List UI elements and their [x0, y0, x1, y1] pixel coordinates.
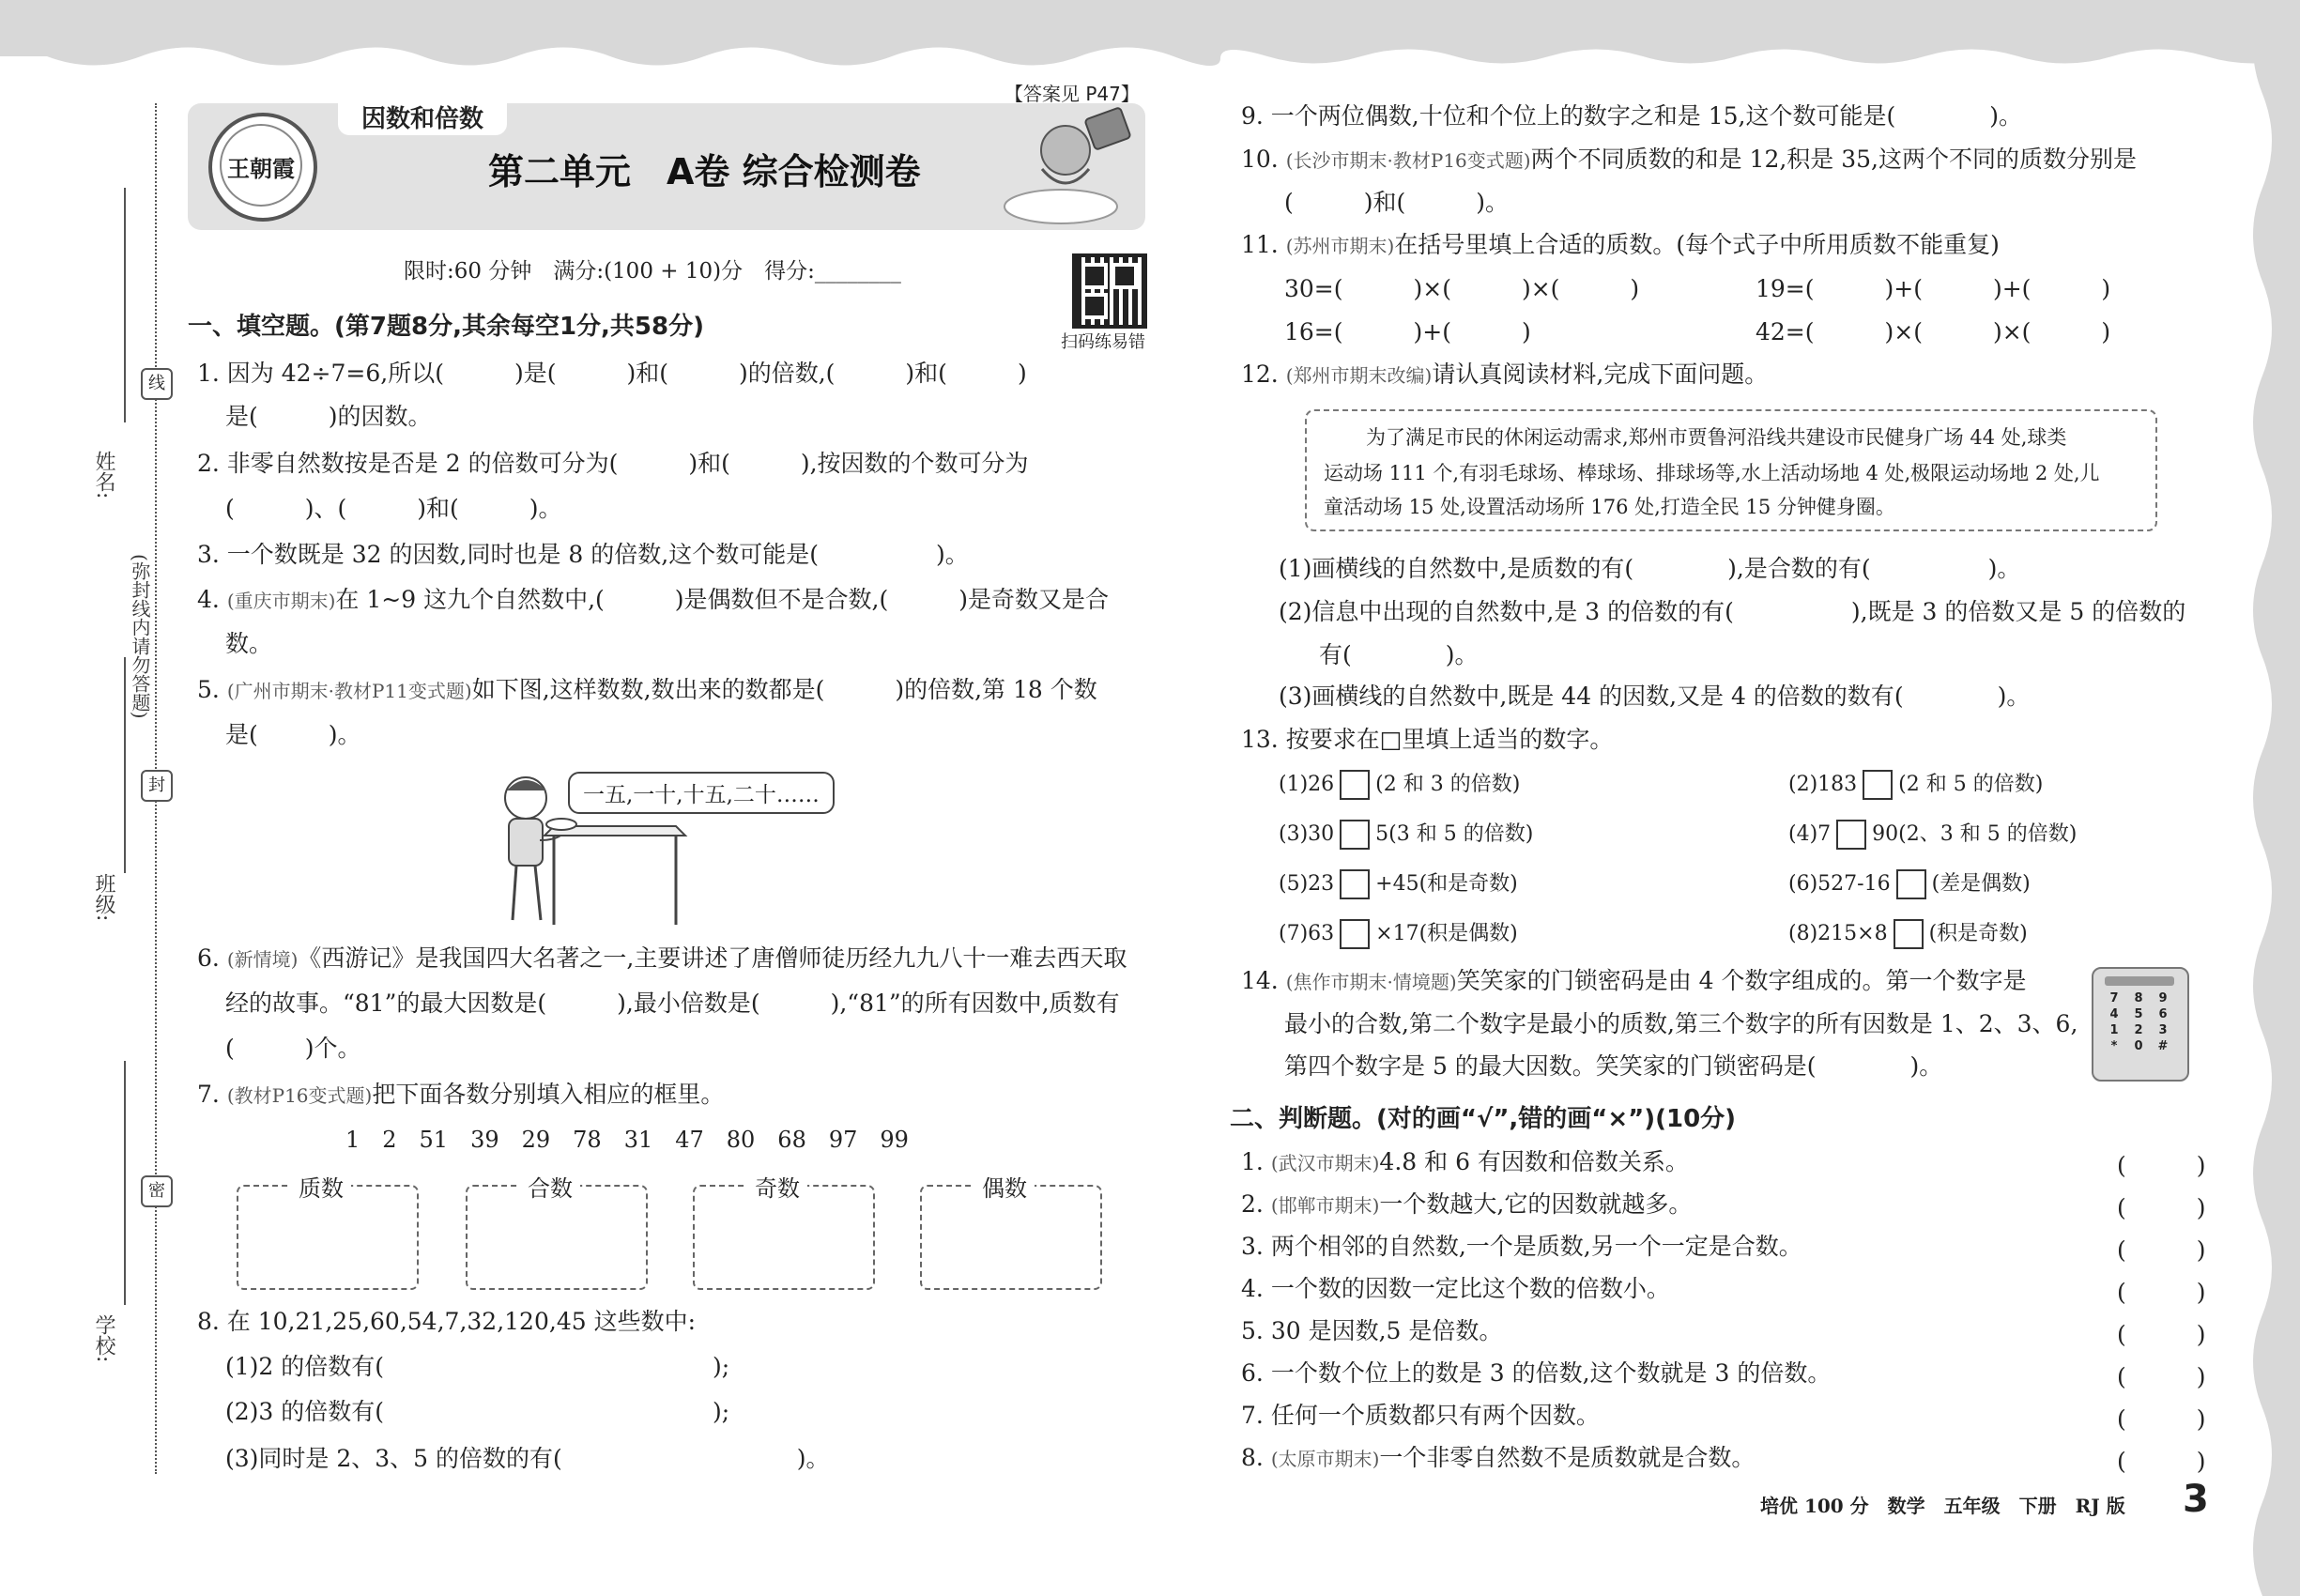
q7-number: 7.: [197, 1081, 227, 1108]
q10-line1: [1241, 145, 2137, 176]
q10-line2: ( )和( )。: [1284, 189, 1510, 216]
q7-text: 把下面各数分别填入相应的框里。: [372, 1081, 725, 1108]
q11-source: (苏州市期末): [1285, 235, 1395, 257]
q12-part3: (3)画横线的自然数中,既是 44 的因数,又是 4 的倍数的数有( )。: [1279, 683, 2031, 710]
q4-source: (重庆市期末): [226, 590, 336, 612]
q12-material-line3: 童活动场 15 处,设置活动场所 176 处,打造全民 15 分钟健身圈。: [1324, 496, 1895, 518]
name-fill-line: [124, 188, 126, 422]
school-fill-line: [124, 1061, 126, 1305]
q5-source: (广州市期末·教材P11变式题): [226, 680, 472, 702]
box-odd-label: 奇数: [747, 1170, 807, 1203]
q14-line3: 第四个数字是 5 的最大因数。笑笑家的门锁密码是( )。: [1284, 1052, 1943, 1080]
logo-text: 王朝霞: [227, 155, 295, 182]
judge-item-4: [1241, 1274, 1670, 1304]
key-0: 0: [2134, 1039, 2143, 1053]
q6-number: 6.: [197, 944, 227, 972]
q6-source: (新情境): [226, 948, 299, 971]
q13-item1-pre: (1)26: [1279, 773, 1335, 796]
qr-inner: [1081, 263, 1108, 289]
q9: 9. 一个两位偶数,十位和个位上的数字之和是 15,这个数可能是( )。: [1241, 102, 2022, 130]
q12-part1: (1)画横线的自然数中,是质数的有( ),是合数的有( )。: [1279, 555, 2021, 582]
name-label: 姓名:: [92, 451, 115, 499]
q5-text: 如下图,这样数数,数出来的数都是( )的倍数,第 18 个数: [471, 676, 1097, 703]
qr-code[interactable]: [1072, 253, 1147, 329]
key-2: 2: [2134, 1023, 2143, 1037]
q5-line1: [197, 675, 1097, 706]
judge-8-text: 一个非零自然数不是质数就是合数。: [1379, 1444, 1756, 1471]
q13-item8-blank[interactable]: [1894, 919, 1924, 949]
q14-line2: 最小的合数,第二个数字是最小的质数,第三个数字的所有因数是 1、2、3、6,: [1284, 1010, 2078, 1037]
q10-text: 两个不同质数的和是 12,积是 35,这两个不同的质数分别是: [1530, 146, 2138, 173]
judge-6-text: 一个数个位上的数是 3 的倍数,这个数就是 3 的倍数。: [1270, 1359, 1832, 1387]
q8-part1: (1)2 的倍数有( );: [225, 1353, 730, 1380]
q13-item5: [1279, 869, 1518, 899]
keypad-grid: [2103, 991, 2174, 1053]
judge-1-answer[interactable]: ( ): [2117, 1152, 2206, 1179]
qr-inner-2: [1112, 263, 1138, 289]
wavy-right-border: [2216, 0, 2300, 1596]
q8: 8. 在 10,21,25,60,54,7,32,120,45 这些数中:: [197, 1308, 696, 1335]
judge-3-text: 两个相邻的自然数,一个是质数,另一个一定是合数。: [1270, 1233, 1802, 1260]
q13-item3: [1279, 820, 1533, 850]
bubble-text: 一五,一十,十五,二十……: [583, 783, 820, 807]
q5-number: 5.: [197, 676, 227, 703]
judge-4-answer[interactable]: ( ): [2117, 1279, 2206, 1306]
q7-source: (教材P16变式题): [226, 1084, 373, 1107]
q13-item2-post: (2 和 5 的倍数): [1898, 773, 2044, 796]
section1-title: 一、填空题。(第7题8分,其余每空1分,共58分): [188, 313, 704, 341]
qr-inner-3: [1081, 293, 1108, 319]
q4-number: 4.: [197, 586, 227, 613]
key-3: 3: [2158, 1023, 2168, 1037]
q6-line3: ( )个。: [225, 1035, 361, 1062]
q2-line1: 2. 非零自然数按是否是 2 的倍数可分为( )和( ),按因数的个数可分为: [197, 450, 1029, 477]
key-4: 4: [2109, 1007, 2119, 1021]
judge-2-source: (邯郸市期末): [1270, 1194, 1380, 1217]
q5-line2: 是( )。: [225, 721, 361, 748]
q14-number: 14.: [1241, 967, 1286, 994]
key-star: *: [2110, 1039, 2118, 1053]
q12-number: 12.: [1241, 361, 1286, 388]
q11-row2-right: 42=( )×( )×( ): [1756, 318, 2111, 345]
judge-7-text: 任何一个质数都只有两个因数。: [1270, 1402, 1600, 1429]
judge-item-2: [1241, 1189, 1692, 1220]
q11-line1: [1241, 230, 2000, 261]
box-even-label: 偶数: [974, 1170, 1035, 1203]
q13-item1: [1279, 770, 1520, 800]
judge-item-8: [1241, 1443, 1755, 1474]
q13-item4: [1788, 820, 2077, 850]
seal-notice: (弥封线内请勿答题): [129, 554, 151, 719]
judge-8-source: (太原市期末): [1270, 1448, 1380, 1470]
q13-item4-pre: (4)7: [1788, 822, 1832, 846]
q4-text: 在 1~9 这九个自然数中,( )是偶数但不是合数,( )是奇数又是合: [335, 586, 1109, 613]
judge-2-number: 2.: [1241, 1190, 1264, 1218]
judge-3-answer[interactable]: ( ): [2117, 1236, 2206, 1264]
class-label: 班级:: [92, 873, 115, 922]
q12-text: 请认真阅读材料,完成下面问题。: [1432, 361, 1769, 388]
q13-item1-post: (2 和 3 的倍数): [1375, 773, 1521, 796]
judge-2-answer[interactable]: ( ): [2117, 1194, 2206, 1221]
speech-bubble: [568, 772, 835, 814]
q11-number: 11.: [1241, 231, 1286, 258]
q13-item1-blank[interactable]: [1340, 770, 1370, 800]
judge-7-answer[interactable]: ( ): [2117, 1405, 2206, 1433]
judge-item-6: [1241, 1358, 1831, 1389]
q1-line1: 1. 因为 42÷7=6,所以( )是( )和( )的倍数,( )和( ): [197, 360, 1027, 387]
q13-item5-pre: (5)23: [1279, 872, 1335, 896]
key-8: 8: [2134, 991, 2143, 1005]
section2-title: 二、判断题。(对的画“√”,错的画“×”)(10分): [1230, 1105, 1737, 1133]
key-7: 7: [2109, 991, 2119, 1005]
judge-1-number: 1.: [1241, 1148, 1264, 1175]
judge-5-number: 5.: [1241, 1317, 1264, 1344]
key-5: 5: [2134, 1007, 2143, 1021]
answer-reference: 【答案见 P47】: [1004, 83, 1140, 105]
q13-item6: [1788, 869, 2031, 899]
q7-numbers: 1 2 51 39 29 78 31 47 80 68 97 99: [345, 1127, 909, 1153]
q13-item8: [1788, 919, 2028, 949]
qr-caption: 扫码练易错: [1061, 332, 1145, 352]
q12-line1: [1241, 360, 1768, 391]
q1-line2: 是( )的因数。: [225, 403, 432, 430]
q10-source: (长沙市期末·教材P16变式题): [1285, 149, 1531, 172]
wavy-top-border: [0, 0, 2300, 84]
judge-item-1: [1241, 1147, 1689, 1178]
line-mark: 线: [141, 368, 173, 400]
judge-item-7: [1241, 1401, 1600, 1431]
judge-8-answer[interactable]: ( ): [2117, 1448, 2206, 1475]
q12-material-line1: 为了满足市民的休闲运动需求,郑州市贾鲁河沿线共建设市民健身广场 44 处,球类: [1366, 426, 2067, 449]
topic-label: 因数和倍数: [361, 105, 484, 133]
q7-line1: [197, 1080, 724, 1111]
judge-5-text: 30 是因数,5 是倍数。: [1270, 1317, 1503, 1344]
box-prime-label: 质数: [291, 1170, 351, 1203]
key-6: 6: [2158, 1007, 2168, 1021]
q14-source: (焦作市期末·情境题): [1285, 971, 1457, 993]
key-9: 9: [2158, 991, 2168, 1005]
q2-line2: ( )、( )和( )。: [225, 495, 562, 522]
q11-text: 在括号里填上合适的质数。(每个式子中所用质数不能重复): [1394, 231, 2000, 258]
q13-item7-post: ×17(积是偶数): [1375, 922, 1518, 945]
door-keypad: [2092, 967, 2189, 1082]
q13-item3-pre: (3)30: [1279, 822, 1335, 846]
seal-mark: 封: [141, 770, 173, 802]
q13: 13. 按要求在□里填上适当的数字。: [1241, 726, 1614, 753]
page-title: 第二单元 A卷 综合检测卷: [488, 151, 921, 192]
judge-7-number: 7.: [1241, 1402, 1264, 1429]
key-1: 1: [2109, 1023, 2119, 1037]
q13-item7: [1279, 919, 1518, 949]
exam-meta: 限时:60 分钟 满分:(100 + 10)分 得分:________: [404, 259, 901, 284]
q3: 3. 一个数既是 32 的因数,同时也是 8 的倍数,这个数可能是( )。: [197, 541, 969, 568]
q14-text: 笑笑家的门锁密码是由 4 个数字组成的。第一个数字是: [1456, 967, 2027, 994]
q13-item7-blank[interactable]: [1340, 919, 1370, 949]
q14-line1: [1241, 966, 2027, 997]
q13-item3-blank[interactable]: [1340, 820, 1370, 850]
judge-4-text: 一个数的因数一定比这个数的倍数小。: [1270, 1275, 1670, 1302]
class-fill-line: [124, 657, 126, 873]
q12-material-line2: 运动场 111 个,有羽毛球场、棒球场、排球场等,水上活动场地 4 处,极限运动场地 2 处,儿: [1324, 462, 2100, 484]
q13-item4-post: 90(2、3 和 5 的倍数): [1872, 822, 2078, 846]
q13-item3-post: 5(3 和 5 的倍数): [1375, 822, 1534, 846]
judge-item-3: [1241, 1232, 1802, 1262]
q13-item5-blank[interactable]: [1340, 869, 1370, 899]
q6-line1: [197, 944, 1127, 974]
logo-badge: [208, 113, 317, 222]
q10-number: 10.: [1241, 146, 1286, 173]
q13-item6-pre: (6)527-16: [1788, 872, 1891, 896]
q13-item2-blank[interactable]: [1863, 770, 1893, 800]
key-hash: #: [2157, 1039, 2169, 1053]
q12-part2-line2: 有( )。: [1319, 641, 1479, 668]
q4-line2: 数。: [225, 630, 273, 657]
judge-1-source: (武汉市期末): [1270, 1152, 1380, 1174]
q13-item6-post: (差是偶数): [1931, 872, 2031, 896]
q8-part2: (2)3 的倍数有( );: [225, 1398, 730, 1425]
mascot-illustration: [995, 94, 1155, 230]
judge-3-number: 3.: [1241, 1233, 1264, 1260]
q12-part2-line1: (2)信息中出现的自然数中,是 3 的倍数的有( ),既是 3 的倍数又是 5 的倍数的: [1279, 598, 2186, 625]
judge-item-5: [1241, 1316, 1502, 1346]
box-composite-label: 合数: [520, 1170, 580, 1203]
q8-part3: (3)同时是 2、3、5 的倍数的有( )。: [225, 1445, 830, 1472]
judge-1-text: 4.8 和 6 有因数和倍数关系。: [1379, 1148, 1689, 1175]
q13-item2-pre: (2)183: [1788, 773, 1858, 796]
q11-row2-left: 16=( )+( ): [1284, 318, 1531, 345]
footer-text: 培优 100 分 数学 五年级 下册 RJ 版: [1760, 1495, 2125, 1517]
judge-6-number: 6.: [1241, 1359, 1264, 1387]
keypad-screen: [2105, 976, 2174, 986]
q13-item2: [1788, 770, 2043, 800]
q11-row1-left: 30=( )×( )×( ): [1284, 275, 1640, 302]
q13-item7-pre: (7)63: [1279, 922, 1335, 945]
judge-2-text: 一个数越大,它的因数就越多。: [1379, 1190, 1693, 1218]
q13-item8-pre: (8)215×8: [1788, 922, 1888, 945]
judge-8-number: 8.: [1241, 1444, 1264, 1471]
judge-6-answer[interactable]: ( ): [2117, 1363, 2206, 1390]
page-number: 3: [2183, 1478, 2209, 1521]
q13-item5-post: +45(和是奇数): [1375, 872, 1518, 896]
q4-line1: [197, 585, 1109, 616]
q6-text: 《西游记》是我国四大名著之一,主要讲述了唐僧师徒历经九九八十一难去西天取: [298, 944, 1127, 972]
judge-4-number: 4.: [1241, 1275, 1264, 1302]
q6-line2: 经的故事。“81”的最大因数是( ),最小倍数是( ),“81”的所有因数中,质数有: [225, 990, 1120, 1017]
q13-item4-blank[interactable]: [1836, 820, 1866, 850]
q12-source: (郑州市期末改编): [1285, 364, 1433, 387]
judge-5-answer[interactable]: ( ): [2117, 1321, 2206, 1348]
q13-item8-post: (积是奇数): [1928, 922, 2028, 945]
secret-mark: 密: [141, 1175, 173, 1207]
q13-item6-blank[interactable]: [1896, 869, 1926, 899]
school-label: 学校:: [92, 1314, 115, 1363]
q11-row1-right: 19=( )+( )+( ): [1756, 275, 2111, 302]
